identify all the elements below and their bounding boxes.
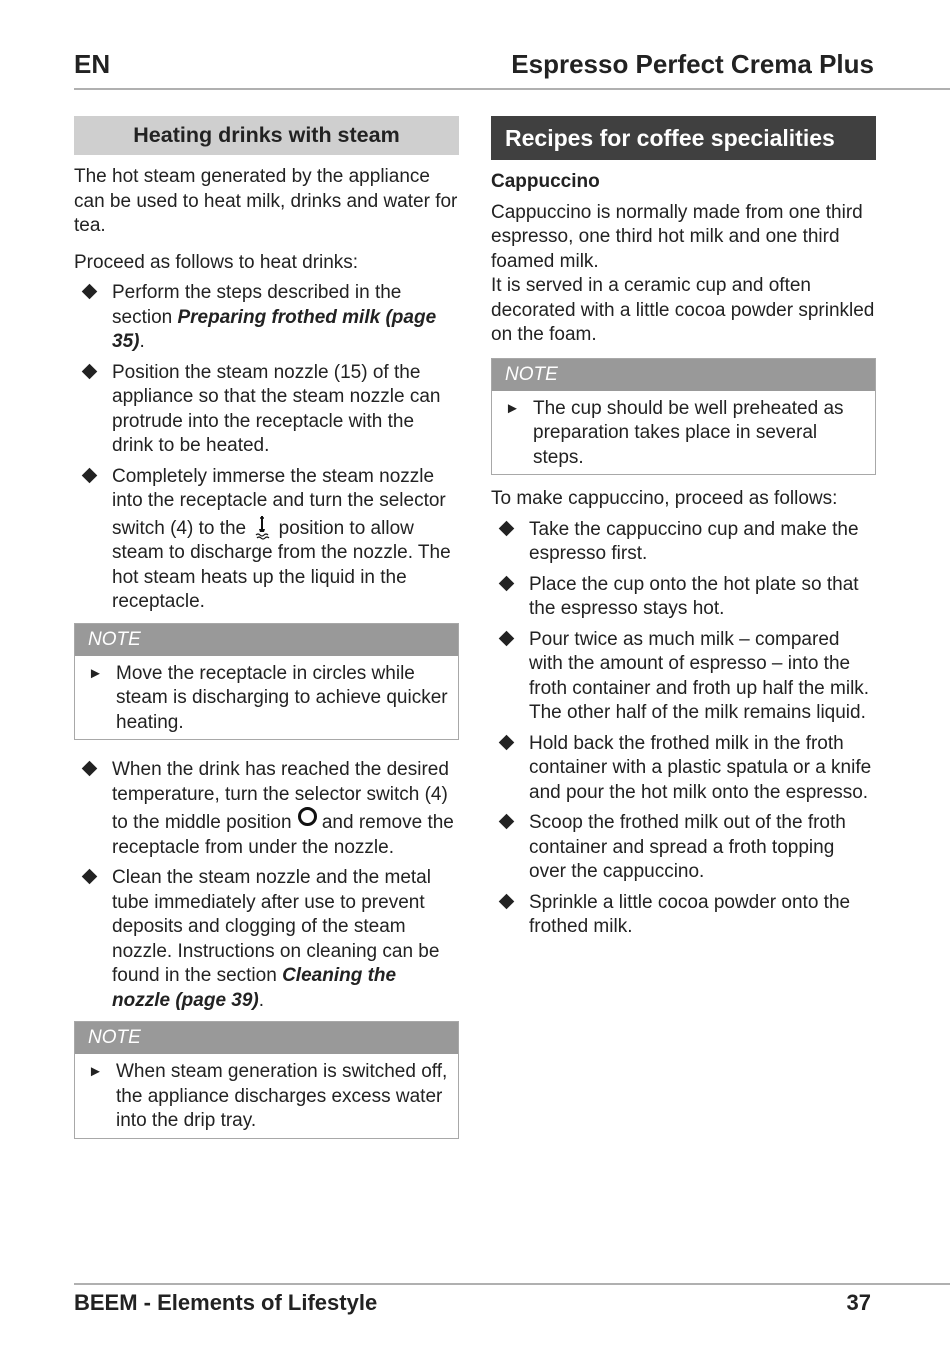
step-text: Pour twice as much milk – compared with the amount of espresso – into the froth container and froth up half the milk. The other half of the milk remains liquid. (529, 628, 870, 723)
cappuccino-steps-list (491, 518, 876, 940)
step-text: When the drink has reached the desired temperature, turn the selector switch (4) to the middle position (112, 759, 449, 833)
steam-position-icon (251, 514, 273, 540)
cross-reference-link[interactable]: Preparing frothed milk (page 35) (112, 306, 437, 352)
note-text: Move the receptacle in circles while steam is discharging to achieve quicker heating. (116, 662, 448, 733)
footer-divider (74, 1283, 950, 1285)
footer-brand: BEEM - Elements of Lifestyle (74, 1290, 378, 1315)
manual-title: Espresso Perfect Crema Plus (511, 49, 874, 79)
language-code: EN (74, 49, 111, 79)
step-text-end: and remove the receptacle from under the nozzle. (112, 812, 454, 858)
step-text: Scoop the frothed milk out of the froth container and spread a froth topping over the cappuccino. (529, 812, 846, 882)
note-box (74, 1021, 459, 1139)
cappuccino-serving: It is served in a ceramic cup and often decorated with a little cocoa powder sprinkled on the foam. (491, 275, 875, 345)
diamond-bullet-icon (82, 467, 98, 483)
step-text-end: . (258, 989, 265, 1011)
note-text: The cup should be well preheated as preparation takes place in several steps. (533, 397, 844, 468)
step-text: Sprinkle a little cocoa powder onto the frothed milk. (529, 891, 851, 937)
list-item (491, 811, 876, 885)
cappuccino-intro: Cappuccino is normally made from one third espresso, one third hot milk and one third foamed milk. (491, 201, 863, 272)
diamond-bullet-icon (499, 575, 515, 591)
left-column (74, 116, 459, 1139)
triangle-arrow-icon: ► (88, 664, 103, 682)
page-number: 37 (846, 1290, 871, 1315)
steam-steps-list-2 (74, 758, 459, 1013)
middle-position-circle-icon (298, 807, 317, 826)
subheading-cappuccino: Cappuccino (491, 171, 600, 192)
list-item (74, 465, 459, 615)
list-item (491, 518, 876, 567)
list-item (491, 573, 876, 622)
step-text: Completely immerse the steam nozzle into the receptacle and turn the selector switch (4) to the (112, 465, 446, 539)
step-text: Position the steam nozzle (15) of the appliance so that the steam nozzle can protrude into the receptacle with the drink to be heated. (112, 361, 441, 456)
header-divider (74, 88, 950, 90)
note-box (491, 358, 876, 476)
list-item (74, 281, 459, 355)
diamond-bullet-icon (499, 734, 515, 750)
right-column (491, 116, 876, 946)
note-body (75, 1054, 458, 1138)
step-text-end: . (139, 331, 145, 352)
list-item (74, 361, 459, 459)
note-label: NOTE (75, 1022, 458, 1054)
note-body (75, 656, 458, 740)
list-item (491, 732, 876, 806)
triangle-arrow-icon: ► (88, 1063, 103, 1080)
step-text: Take the cappuccino cup and make the espresso first. (529, 518, 859, 564)
step-text: Perform the steps described in the section (112, 282, 402, 328)
section-heading-recipes: Recipes for coffee specialities (491, 116, 876, 160)
note-label: NOTE (75, 624, 458, 656)
diamond-bullet-icon (499, 630, 515, 646)
cappuccino-proceed: To make cappuccino, proceed as follows: (491, 488, 838, 509)
diamond-bullet-icon (82, 363, 98, 379)
steam-proceed: Proceed as follows to heat drinks: (74, 251, 359, 273)
diamond-bullet-icon (82, 761, 98, 777)
diamond-bullet-icon (82, 869, 98, 885)
list-item (74, 758, 459, 860)
step-text: Clean the steam nozzle and the metal tube immediately after use to prevent deposits and clogging of the steam nozzle. Instructions on cleaning can be found in the section (112, 867, 440, 986)
list-item (74, 866, 459, 1013)
section-heading-steam: Heating drinks with steam (74, 116, 459, 155)
note-body (492, 391, 875, 475)
step-text: Hold back the frothed milk in the froth container with a plastic spatula or a knife and pour the hot milk onto the espresso. (529, 732, 872, 803)
diamond-bullet-icon (499, 893, 515, 909)
steam-steps-list (74, 281, 459, 615)
note-label: NOTE (492, 359, 875, 391)
list-item (491, 891, 876, 940)
steam-intro: The hot steam generated by the appliance can be used to heat milk, drinks and water for tea. (74, 166, 458, 236)
diamond-bullet-icon (499, 520, 515, 536)
step-text: Place the cup onto the hot plate so that the espresso stays hot. (529, 573, 859, 619)
list-item (491, 628, 876, 726)
diamond-bullet-icon (499, 814, 515, 830)
note-box (74, 623, 459, 741)
triangle-arrow-icon: ► (505, 399, 520, 417)
step-text-end: position to allow steam to discharge from the nozzle. The hot steam heats up the liquid in the receptacle. (112, 517, 451, 612)
note-text: When steam generation is switched off, the appliance discharges excess water into the drip tray. (116, 1061, 448, 1131)
cross-reference-link[interactable]: Cleaning the nozzle (page 39) (112, 965, 397, 1011)
diamond-bullet-icon (82, 284, 98, 300)
